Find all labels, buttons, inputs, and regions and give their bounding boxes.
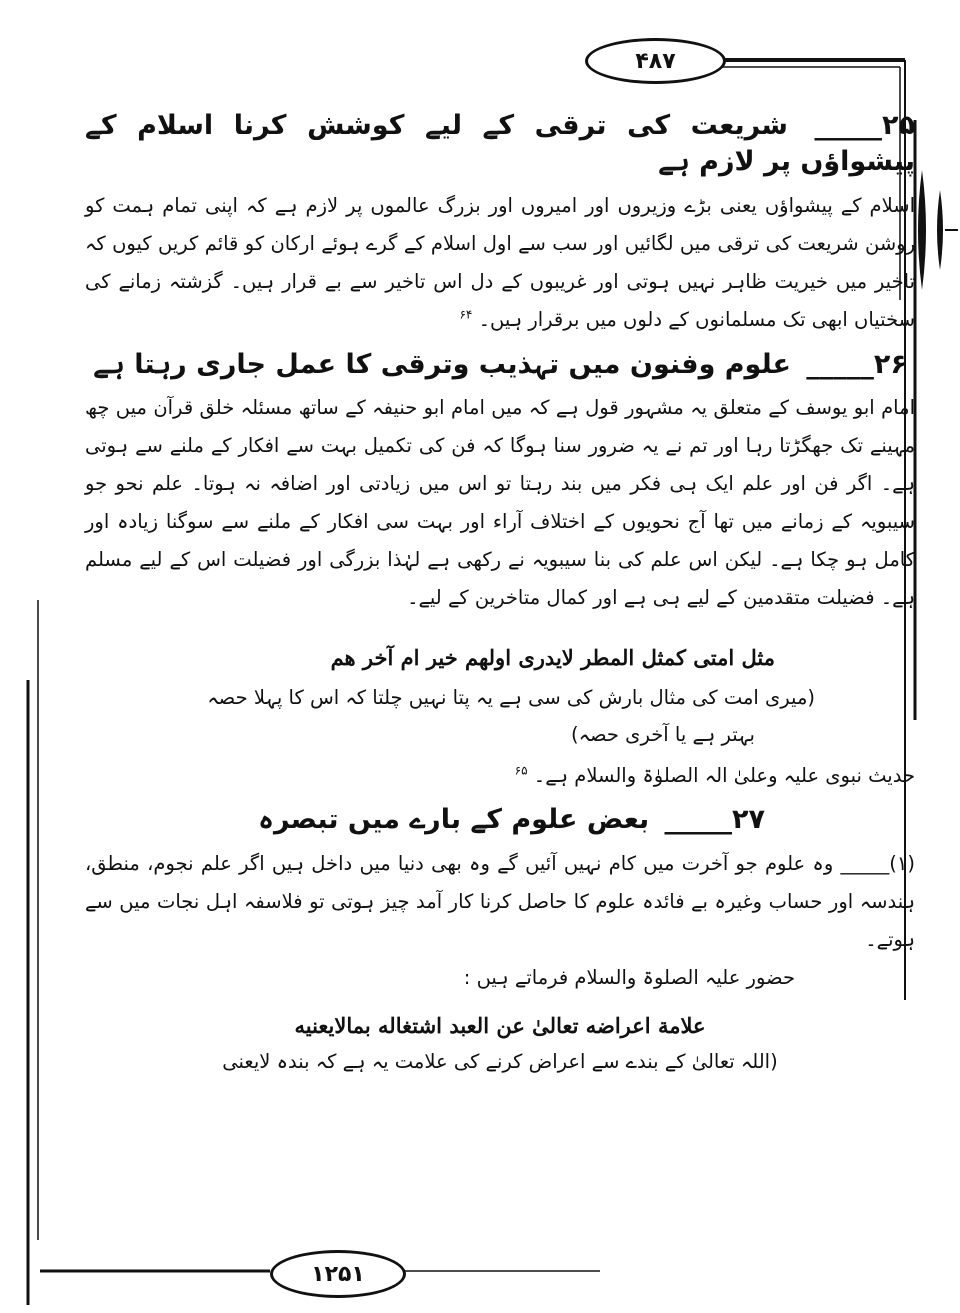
section-26-hadith-arabic: مثل امتی کمثل المطر لایدری اولهم خیر ام آخر هم bbox=[330, 645, 775, 671]
section-26-heading bbox=[85, 347, 915, 383]
section-27-hadith-translation: (اللہ تعالیٰ کے بندے سے اعراض کرنے کی علامت یہ ہے کہ بندہ لایعنی bbox=[222, 1050, 778, 1074]
section-26-title: علوم وفنون میں تہذیب وترقی کا عمل جاری رہتا ہے bbox=[93, 348, 791, 380]
border-ornament-side bbox=[937, 190, 943, 270]
section-27-item-1-label: (۱)_____ bbox=[840, 851, 915, 875]
section-26-paragraph: امام ابو یوسف کے متعلق یہ مشہور قول ہے کہ میں امام ابو حنیفہ کے ساتھ مسئلہ خلق قرآن میں چھ مہینے تک جھگڑتا رہا اور تم نے یہ ضرور سنا ہوگا کہ فن کی تکمیل بہت سے افکار کے ملنے سے ہوتی ہے۔ اگر فن اور علم ایک ہی فکر میں بند رہتا تو اس میں زیادتی اور اضافہ نہ ہوتا۔ علم نحو جو سیبویہ کے زمانے میں تھا آج نحویوں کے اختلاف آراء اور بہت سی افکار کے ملنے سے سوگنا زیادہ اور کامل ہو چکا ہے۔ لیکن اس علم کی بنا سیبویہ نے رکھی ہے لہٰذا بزرگی اور فضیلت اس کے لیے مسلم ہے۔ فضیلت متقدمین کے لیے ہی ہے اور کمال متاخرین کے لیے۔ bbox=[85, 396, 915, 610]
page-content bbox=[85, 100, 915, 1079]
section-27-heading bbox=[85, 802, 915, 838]
section-27-hadith-arabic: علامة اعراضه تعالیٰ عن العبد اشتغاله بمالایعنیه bbox=[294, 1012, 706, 1038]
section-27-item-1 bbox=[85, 845, 915, 959]
section-27-title: بعض علوم کے بارے میں تبصرہ bbox=[258, 804, 650, 836]
section-26-number: ۲۶_____ bbox=[806, 348, 907, 380]
section-25-body: اسلام کے پیشواؤں یعنی بڑے وزیروں اور امیروں اور بزرگ عالموں پر لازم ہے کہ اپنی تمام ہمت کو روشن شریعت کی ترقی میں لگائیں اور سب سے اول اسلام کے گرے ہوئے ارکان کو قائم کریں کیوں کہ تاخیر میں خیریت ظاہر نہیں ہوتی اور غریبوں کے دل اس تاخیر سے بے قرار ہیں۔ گزشتہ زمانے کی سختیاں ابھی تک مسلمانوں کے دلوں میں برقرار ہیں۔ bbox=[85, 193, 915, 331]
section-25-number: ۲۵_____ bbox=[814, 110, 915, 141]
page-number-bottom bbox=[270, 1250, 406, 1298]
section-27-intro: حضور علیہ الصلوۃ والسلام فرماتے ہیں : bbox=[463, 965, 795, 989]
section-25-heading bbox=[85, 108, 915, 181]
border-ornament-top bbox=[918, 170, 926, 290]
section-26-hadith-translation-2: بہتر ہے یا آخری حصہ) bbox=[570, 723, 755, 747]
section-26-hadith-translation-1: (میری امت کی مثال بارش کی سی ہے یہ پتا نہیں چلتا کہ اس کا پہلا حصہ bbox=[207, 686, 815, 710]
section-25-footnote: ۶۴ bbox=[459, 307, 473, 322]
section-25-title: شریعت کی ترقی کے لیے کوشش کرنا اسلام کے پیشواؤں پر لازم ہے bbox=[85, 110, 915, 178]
page-number-bottom-text: ۱۲۵۱ bbox=[311, 1261, 365, 1287]
section-26-hadith-source-text: حدیث نبوی علیہ وعلیٰ الہ الصلوٰۃ والسلام ہے۔ bbox=[533, 764, 915, 788]
section-27-number: ۲۷_____ bbox=[664, 804, 765, 836]
page-number-top bbox=[585, 38, 726, 84]
section-26-hadith-source bbox=[85, 757, 915, 794]
page-number-top-text: ۴۸۷ bbox=[635, 48, 676, 74]
section-26-footnote: ۶۵ bbox=[514, 763, 528, 778]
section-25-paragraph bbox=[85, 187, 915, 339]
section-27-item-1-body: وہ علوم جو آخرت میں کام نہیں آئیں گے وہ بھی دنیا میں داخل ہیں اگر علم نجوم، منطق، ہندسہ اور حساب وغیرہ بے فائدہ علوم کا حاصل کرنا کار آمد چیز ہوتی تو فلاسفہ اہل نجات میں سے ہوتے۔ bbox=[85, 851, 915, 951]
